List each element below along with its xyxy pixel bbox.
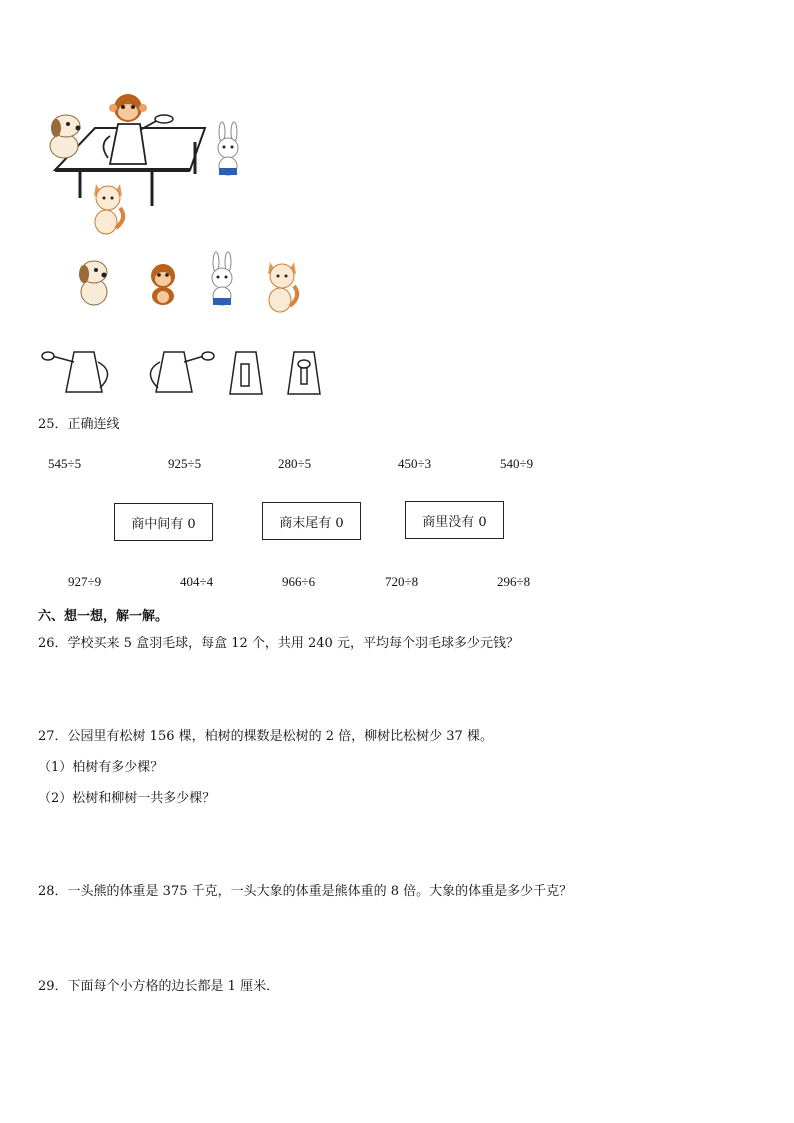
dog-icon <box>44 112 84 160</box>
bottom-expr-3: 966÷6 <box>282 574 316 589</box>
bottom-expr-4: 720÷8 <box>385 574 419 589</box>
bottom-expr-1: 927÷9 <box>68 574 102 589</box>
monkey-icon <box>142 262 184 306</box>
bottom-expr-5: 296÷8 <box>497 574 531 589</box>
section-6-title: 六、想一想，解一解。 <box>38 609 169 624</box>
q27-sub-1: （1）柏树有多少棵？ <box>38 760 164 775</box>
top-expr-5: 540÷9 <box>500 456 534 471</box>
cat-icon <box>260 256 304 314</box>
q29-text: 29．下面每个小方格的边长都是 1 厘米． <box>38 979 280 994</box>
box-zero-in-middle[interactable]: 商中间有 0 <box>114 503 213 541</box>
top-expr-2: 925÷5 <box>168 456 202 471</box>
q28-text: 28．一头熊的体重是 375 千克，一头大象的体重是熊体重的 8 倍。大象的体重是多少千克？ <box>38 884 573 899</box>
box-no-zero[interactable]: 商里没有 0 <box>405 501 504 539</box>
q27-text: 27．公园里有松树 156 棵，柏树的棵数是松树的 2 倍，柳树比松树少 37 棵。 <box>38 729 493 744</box>
top-expr-1: 545÷5 <box>48 456 82 471</box>
box-zero-at-end[interactable]: 商末尾有 0 <box>262 502 361 540</box>
monkey-icon <box>108 92 148 128</box>
q27-sub-2: （2）松树和柳树一共多少棵？ <box>38 791 216 806</box>
rabbit-icon <box>206 122 250 180</box>
top-expr-4: 450÷3 <box>398 456 432 471</box>
bottom-expr-2: 404÷4 <box>180 574 214 589</box>
rabbit-icon <box>200 252 244 310</box>
dog-icon <box>74 258 114 308</box>
kettle-view-right-icon <box>138 348 218 396</box>
q26-text: 26．学校买来 5 盒羽毛球，每盒 12 个，共用 240 元，平均每个羽毛球多少元钱？ <box>38 636 519 651</box>
cat-icon <box>86 178 130 236</box>
q25-title: 25．正确连线 <box>38 417 120 432</box>
kettle-view-back-icon <box>284 350 324 396</box>
top-expr-3: 280÷5 <box>278 456 312 471</box>
kettle-view-left-icon <box>40 348 120 396</box>
kettle-view-front-icon <box>226 350 266 396</box>
